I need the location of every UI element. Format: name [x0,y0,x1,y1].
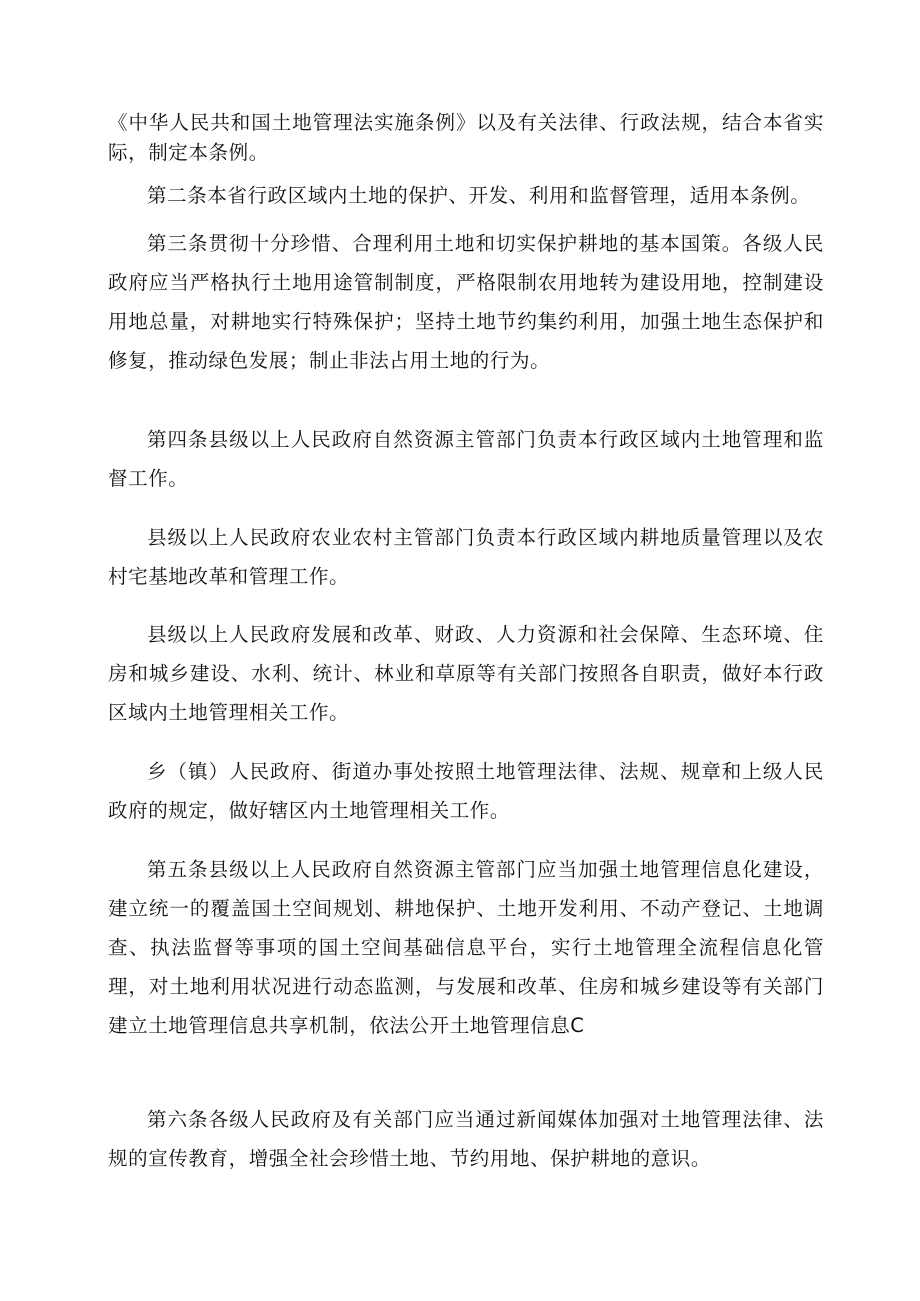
paragraph-article-4-agriculture: 县级以上人民政府农业农村主管部门负责本行政区域内耕地质量管理以及农村宅基地改革和管理工作。 [108,526,824,588]
paragraph-preamble-continuation: 《中华人民共和国土地管理法实施条例》以及有关法律、行政法规，结合本省实际，制定本条例。 [108,111,824,164]
paragraph-article-4-township: 乡（镇）人民政府、街道办事处按照土地管理法律、法规、规章和上级人民政府的规定，做好辖区内土地管理相关工作。 [108,760,824,822]
paragraph-article-2: 第二条本省行政区域内土地的保护、开发、利用和监督管理，适用本条例。 [147,184,811,207]
paragraph-article-3: 第三条贯彻十分珍惜、合理利用土地和切实保护耕地的基本国策。各级人民政府应当严格执行土地用途管制制度，严格限制农用地转为建设用地，控制建设用地总量，对耕地实行特殊保护；坚持土地节约集约利用，加强土地生态保护和修复，推动绿色发展；制止非法占用土地的行为。 [108,232,824,372]
paragraph-article-4-departments: 县级以上人民政府发展和改革、财政、人力资源和社会保障、生态环境、住房和城乡建设、水利、统计、林业和草原等有关部门按照各自职责，做好本行政区域内土地管理相关工作。 [108,623,824,724]
paragraph-article-5: 第五条县级以上人民政府自然资源主管部门应当加强土地管理信息化建设，建立统一的覆盖国土空间规划、耕地保护、土地开发利用、不动产登记、土地调查、执法监督等事项的国土空间基础信息平台，实行土地管理全流程信息化管理，对土地利用状况进行动态监测，与发展和改革、住房和城乡建设等有关部门建立土地管理信息共享机制，依法公开土地管理信息C [108,858,824,1037]
paragraph-article-6: 第六条各级人民政府及有关部门应当通过新闻媒体加强对土地管理法律、法规的宣传教育，增强全社会珍惜土地、节约用地、保护耕地的意识。 [108,1108,824,1170]
paragraph-article-4: 第四条县级以上人民政府自然资源主管部门负责本行政区域内土地管理和监督工作。 [108,428,824,490]
